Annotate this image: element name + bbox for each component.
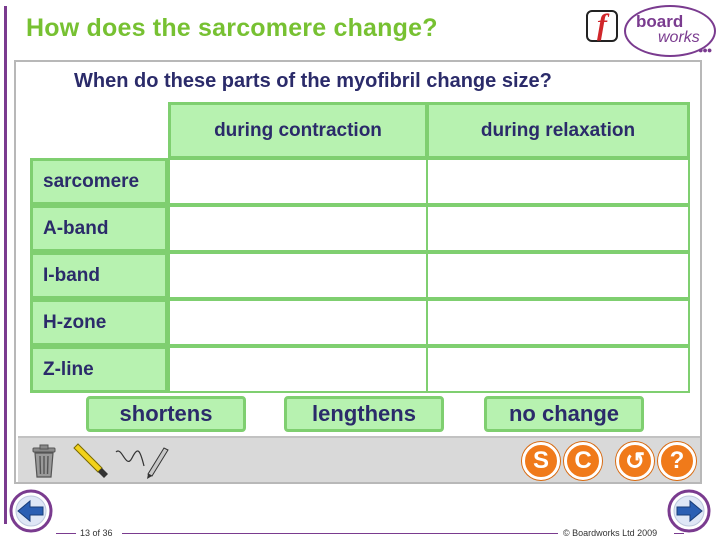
next-slide-button[interactable] <box>666 488 712 534</box>
pen-icon[interactable] <box>114 440 172 480</box>
reset-button[interactable]: ↺ <box>616 442 654 480</box>
flash-glyph: f <box>597 8 607 41</box>
arrow-left-icon <box>8 488 54 534</box>
drop-cell-h-zone-contraction[interactable] <box>168 299 428 346</box>
toolbar <box>18 436 700 482</box>
drop-cell-a-band-contraction[interactable] <box>168 205 428 252</box>
help-button[interactable]: ? <box>658 442 696 480</box>
arrow-right-icon <box>666 488 712 534</box>
row-header-sarcomere: sarcomere <box>30 158 168 205</box>
copyright-text: © Boardworks Ltd 2009 <box>563 528 658 538</box>
page-counter: 13 of 36 <box>80 528 113 538</box>
left-border <box>4 6 7 524</box>
s-button[interactable]: S <box>522 442 560 480</box>
label-shortens[interactable]: shortens <box>86 396 246 432</box>
footer-rule-middle <box>122 533 558 534</box>
label-no-change[interactable]: no change <box>484 396 644 432</box>
c-button[interactable]: C <box>564 442 602 480</box>
drop-cell-a-band-relaxation[interactable] <box>426 205 690 252</box>
footer-rule-right <box>674 533 684 534</box>
question-text: When do these parts of the myofibril change size? <box>74 70 552 92</box>
drop-cell-z-line-contraction[interactable] <box>168 346 428 393</box>
footer-rule-left <box>56 533 76 534</box>
logo-text-board: board <box>636 12 684 31</box>
logo-text-works: works <box>658 29 700 46</box>
drop-cell-h-zone-relaxation[interactable] <box>426 299 690 346</box>
drop-cell-i-band-contraction[interactable] <box>168 252 428 299</box>
trash-icon[interactable] <box>24 440 64 480</box>
drop-cell-sarcomere-relaxation[interactable] <box>426 158 690 205</box>
column-header-contraction: during contraction <box>168 102 428 159</box>
activity-panel <box>14 60 702 484</box>
boardworks-logo <box>624 5 716 57</box>
row-header-i-band: I-band <box>30 252 168 299</box>
label-lengthens[interactable]: lengthens <box>284 396 444 432</box>
page-title: How does the sarcomere change? <box>26 14 438 42</box>
drop-cell-z-line-relaxation[interactable] <box>426 346 690 393</box>
row-header-h-zone: H-zone <box>30 299 168 346</box>
column-header-relaxation: during relaxation <box>426 102 690 159</box>
row-header-z-line: Z-line <box>30 346 168 393</box>
logo-dots-icon: ●●● <box>698 45 712 55</box>
drop-cell-i-band-relaxation[interactable] <box>426 252 690 299</box>
highlighter-icon[interactable] <box>68 440 112 480</box>
flash-icon[interactable] <box>586 10 618 42</box>
row-header-a-band: A-band <box>30 205 168 252</box>
drop-cell-sarcomere-contraction[interactable] <box>168 158 428 205</box>
previous-slide-button[interactable] <box>8 488 54 534</box>
